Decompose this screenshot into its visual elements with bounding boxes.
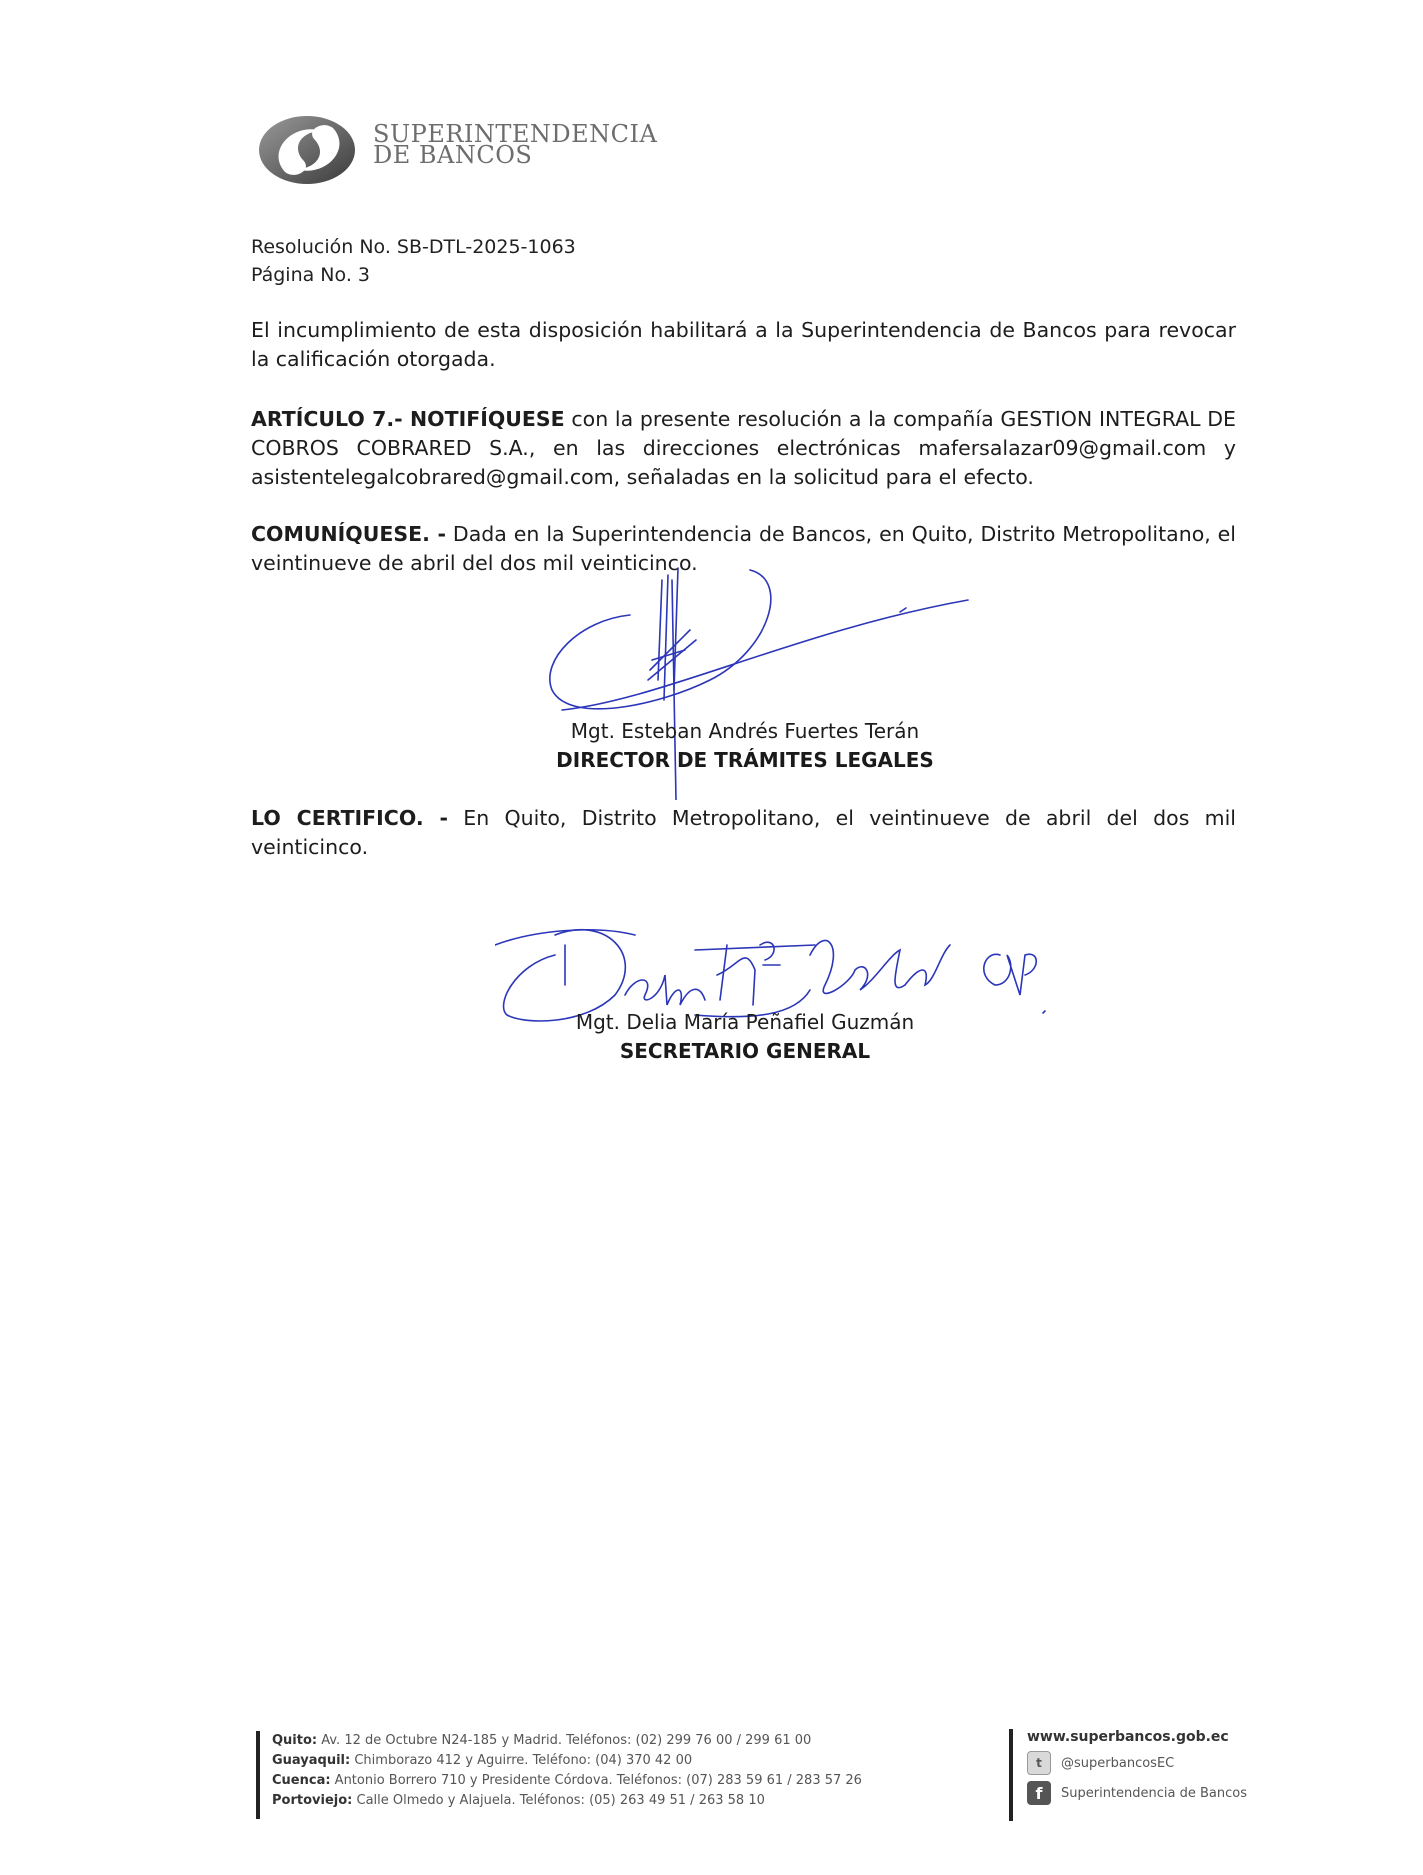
secretary-name: Mgt. Delia María Peñafiel Guzmán (575, 1010, 915, 1034)
logo-line-1: SUPERINTENDENCIA (373, 120, 658, 148)
articulo-7-heading: ARTÍCULO 7.- NOTIFÍQUESE (251, 407, 565, 431)
lo-certifico-heading: LO CERTIFICO. - (251, 806, 449, 830)
office-cuenca (272, 1771, 972, 1791)
director-title: DIRECTOR DE TRÁMITES LEGALES (556, 748, 934, 772)
twitter-handle: @superbancosEC (1061, 1755, 1175, 1771)
office-address: Chimborazo 412 y Aguirre. Teléfono: (04) 370 42 00 (350, 1753, 693, 1768)
office-address: Calle Olmedo y Alajuela. Teléfonos: (05) 263 49 51 / 263 58 10 (352, 1793, 765, 1808)
office-address: Av. 12 de Octubre N24-185 y Madrid. Teléfonos: (02) 299 76 00 / 299 61 00 (317, 1733, 812, 1748)
office-quito (272, 1731, 972, 1751)
director-name: Mgt. Esteban Andrés Fuertes Terán (570, 719, 920, 743)
twitter-icon: t (1027, 1751, 1051, 1775)
facebook-icon: f (1027, 1781, 1051, 1805)
secretary-title: SECRETARIO GENERAL (619, 1039, 871, 1063)
logo-line-2: DE BANCOS (373, 141, 533, 169)
office-city: Cuenca: (272, 1773, 331, 1788)
paragraph-articulo-7 (251, 405, 1236, 492)
office-city: Guayaquil: (272, 1753, 351, 1768)
lo-certifico-text: En Quito, Distrito Metropolitano, el veintinueve de abril del dos mil veinticinco. (251, 806, 1237, 859)
comuniquese-text: Dada en la Superintendencia de Bancos, en Quito, Distrito Metropolitano, el veintinueve de abril del dos mil veinticinco. (251, 522, 1236, 575)
facebook-link[interactable] (1027, 1781, 1317, 1805)
paragraph-comuniquese (251, 520, 1236, 578)
office-portoviejo (272, 1791, 972, 1811)
footer-contact (1009, 1729, 1317, 1821)
resolution-number: Resolución No. SB-DTL-2025-1063 (251, 236, 576, 258)
paragraph-lo-certifico (251, 804, 1236, 862)
logo-mark-icon (255, 110, 365, 190)
signatory-director (500, 717, 990, 775)
comuniquese-heading: COMUNÍQUESE. - (251, 522, 446, 546)
office-address: Antonio Borrero 710 y Presidente Córdova. Teléfonos: (07) 283 59 61 / 283 57 26 (330, 1773, 862, 1788)
office-city: Portoviejo: (272, 1793, 353, 1808)
superintendencia-logo (255, 110, 675, 190)
twitter-link[interactable] (1027, 1751, 1317, 1775)
signatory-secretary (500, 1008, 990, 1066)
articulo-7-text: con la presente resolución a la compañía GESTION INTEGRAL DE COBROS COBRARED S.A., en las direcciones electrónicas mafersalazar09@gmail.com y asistentelegalcobrared@gmail.com, señaladas en la solicitud para el efecto. (251, 407, 1236, 489)
website-link[interactable]: www.superbancos.gob.ec (1027, 1729, 1229, 1745)
facebook-page: Superintendencia de Bancos (1061, 1785, 1247, 1801)
office-guayaquil (272, 1751, 972, 1771)
office-city: Quito: (272, 1733, 318, 1748)
footer-offices (256, 1731, 972, 1819)
page-number: Página No. 3 (251, 264, 370, 286)
paragraph-incumplimiento: El incumplimiento de esta disposición habilitará a la Superintendencia de Bancos para revocar la calificación otorgada. (251, 318, 1236, 371)
